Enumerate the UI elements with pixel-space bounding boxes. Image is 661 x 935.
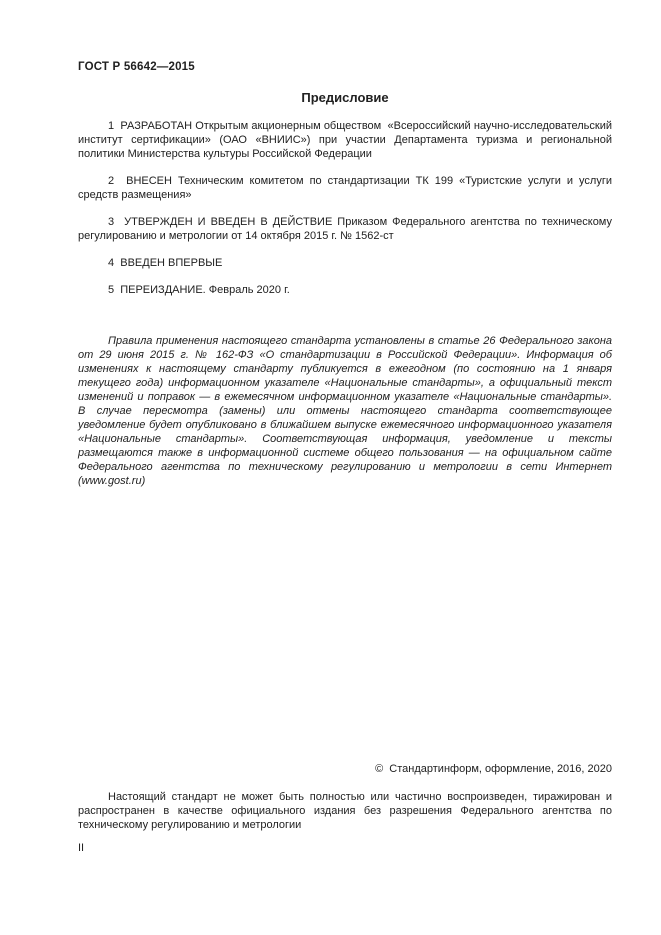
reproduction-restriction: Настоящий стандарт не может быть полностью или частично воспроизведен, тиражирован и распространен в качестве официального издания без разрешения Федерального агентства по техническому регулированию и метрологии [78,791,612,831]
preface-section [78,119,612,310]
page-title: Предисловие [301,90,389,105]
preface-item-developed: 1 РАЗРАБОТАН Открытым акционерным обществом «Всероссийский научно-исследовательский институт сертификации» (ОАО «ВНИИС») при участии Департамента туризма и региональной политики Министерства культуры Российской Федерации [78,120,612,160]
preface-item-approved: 3 УТВЕРЖДЕН И ВВЕДЕН В ДЕЙСТВИЕ Приказом Федерального агентства по техническому регулированию и метрологии от 14 октября 2015 г. № 1562-ст [78,216,612,242]
standard-designation: ГОСТ Р 56642—2015 [78,61,195,73]
preface-item-introduced: 4 ВВЕДЕН ВПЕРВЫЕ [108,257,223,269]
page-number: II [78,842,85,854]
preface-item-reissue: 5 ПЕРЕИЗДАНИЕ. Февраль 2020 г. [108,284,290,296]
legal-notice: Правила применения настоящего стандарта установлены в статье 26 Федерального закона от 29 июня 2015 г. № 162-ФЗ «О стандартизации в Российской Федерации». Информация об изменениях к настоящему стандарту публикуется в ежегодном (по состоянию на 1 января текущего года) информационном указателе «Национальные стандарты», а официальный текст изменений и поправок — в ежемесячном информационном указателе «Национальные стандарты». В случае пересмотра (замены) или отмены настоящего стандарта соответствующее уведомление будет опубликовано в ближайшем выпуске ежемесячного информационного указателя «Национальные стандарты». Соответствующая информация, уведомление и тексты размещаются также в информационной системе общего пользования — на официальном сайте Федерального агентства по техническому регулированию и метрологии в сети Интернет (www.gost.ru) [78,335,612,487]
copyright-notice: © Стандартинформ, оформление, 2016, 2020 [375,763,612,775]
preface-item-submitted: 2 ВНЕСЕН Техническим комитетом по стандартизации ТК 199 «Туристские услуги и услуги средств размещения» [78,175,612,201]
